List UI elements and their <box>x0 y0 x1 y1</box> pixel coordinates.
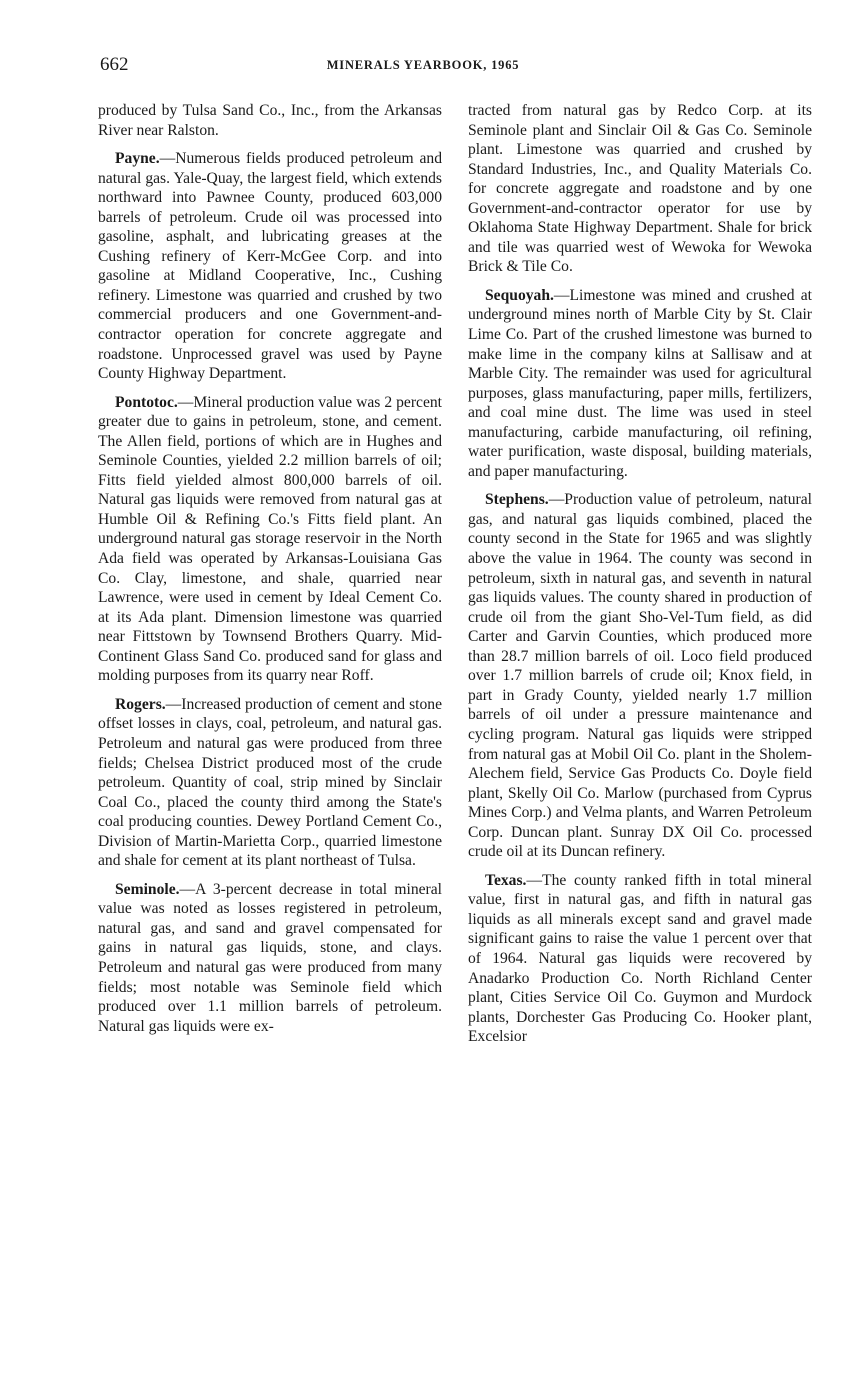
section-text-rogers: —Increased production of cement and stone offset losses in clays, coal, petroleum, and natural gas. Petroleum and natural gas were produced from three fields; Chelsea District produced most of the crude petroleum. Quantity of coal, strip mined by Sinclair Coal Co., placed the county third among the State's coal producing counties. Dewey Portland Cement Co., Division of Martin-Marietta Corp., quarried limestone and shale for cement at its plant northeast of Tulsa. <box>98 695 442 870</box>
section-pontotoc <box>98 393 442 686</box>
page-number: 662 <box>100 54 129 75</box>
left-column <box>98 101 442 1045</box>
section-seminole <box>98 880 442 1036</box>
section-heading-sequoyah: Sequoyah. <box>485 286 554 304</box>
running-title: MINERALS YEARBOOK, 1965 <box>326 58 520 72</box>
section-heading-stephens: Stephens. <box>485 491 549 509</box>
section-text-stephens: —Production value of petroleum, natural gas, and natural gas liquids combined, placed the county second in the State for 1965 and was slightly above the value in 1964. The county was second in petroleum, sixth in natural gas, and seventh in natural gas liquids values. The county shared in production of crude oil from the giant Sho-Vel-Tum field, as did Carter and Garvin Counties, which produced more than 28.7 million barrels of oil. Loco field produced over 1.7 million barrels of crude oil; Knox field, in part in Grady County, yielded nearly 1.7 million barrels of oil under a pressure maintenance and cycling program. Natural gas liquids were stripped from natural gas at Mobil Oil Co. plant in the Sholem-Alechem field, Service Gas Products Co. Doyle field plant, Skelly Oil Co. Marlow (purchased from Cyprus Mines Corp.) and Velma plants, and Warren Petroleum Corp. Duncan plant. Sunray DX Oil Co. processed crude oil at its Duncan refinery. <box>468 491 812 861</box>
section-rogers <box>98 695 442 871</box>
section-payne <box>98 149 442 384</box>
section-heading-payne: Payne. <box>115 150 160 168</box>
section-heading-pontotoc: Pontotoc. <box>115 393 178 411</box>
paragraph-continuation: produced by Tulsa Sand Co., Inc., from the Arkansas River near Ralston. <box>98 102 442 139</box>
section-stephens <box>468 490 812 861</box>
section-sequoyah <box>468 286 812 481</box>
section-text-payne: —Numerous fields produced petroleum and natural gas. Yale-Quay, the largest field, which extends northward into Pawnee County, produced 603,000 barrels of petroleum. Crude oil was processed into gasoline, asphalt, and lubricating greases at the Cushing refinery of Kerr-McGee Corp. and into gasoline at Midland Cooperative, Inc., Cushing refinery. Limestone was quarried and crushed by two commercial producers and one Government-and-contractor operation for concrete aggregate and roadstone. Unprocessed gravel was used by Payne County Highway Department. <box>98 150 442 383</box>
section-text-texas: —The county ranked fifth in total mineral value, first in natural gas, and fifth in natural gas liquids as all minerals except sand and gravel made significant gains to raise the value 1 percent over that of 1964. Natural gas liquids were recovered by Anadarko Production Co. North Richland Center plant, Cities Service Oil Co. Guymon and Murdock plants, Dorchester Gas Producing Co. Hooker plant, Excelsior <box>468 871 812 1046</box>
right-column <box>468 101 812 1056</box>
section-text-sequoyah: —Limestone was mined and crushed at underground mines north of Marble City by St. Clair Lime Co. Part of the crushed limestone was burned to make lime in the company kilns at Sallisaw and at Marble City. The remainder was used for agricultural purposes, glass manufacturing, paper mills, fertilizers, and coal mine dust. The lime was used in steel manufacturing, carbide manufacturing, oil refining, water purification, waste disposal, building materials, and paper manufacturing. <box>468 286 812 480</box>
section-heading-seminole: Seminole. <box>115 880 180 898</box>
paragraph-continuation-seminole: tracted from natural gas by Redco Corp. at its Seminole plant and Sinclair Oil & Gas Co. Seminole plant. Limestone was quarried and crushed by Standard Industries, Inc., and Quality Materials Co. for concrete aggregate and roadstone and by one Government-and-contractor operator for use by Oklahoma State Highway Department. Shale for brick and tile was quarried west of Wewoka for Wewoka Brick & Tile Co. <box>468 102 812 276</box>
section-heading-texas: Texas. <box>485 871 527 889</box>
section-heading-rogers: Rogers. <box>115 695 166 713</box>
section-text-seminole: —A 3-percent decrease in total mineral value was noted as losses registered in petroleum, natural gas, and sand and gravel compensated for gains in natural gas liquids, stone, and clays. Petroleum and natural gas were produced from many fields; most notable was Seminole field which produced over 1.1 million barrels of petroleum. Natural gas liquids were ex- <box>98 880 442 1035</box>
page-header <box>100 54 746 82</box>
section-texas <box>468 871 812 1047</box>
section-text-pontotoc: —Mineral production value was 2 percent greater due to gains in petroleum, stone, and cement. The Allen field, portions of which are in Hughes and Seminole Counties, yielded 2.2 million barrels of oil; Fitts field yielded almost 800,000 barrels of oil. Natural gas liquids were removed from natural gas at Humble Oil & Refining Co.'s Fitts field plant. An underground natural gas storage reservoir in the North Ada field was operated by Arkansas-Louisiana Gas Co. Clay, limestone, and shale, quarried near Lawrence, were used in cement by Ideal Cement Co. at its Ada plant. Dimension limestone was quarried near Fittstown by Townsend Brothers Quarry. Mid-Continent Glass Sand Co. produced sand for glass and molding purposes from its quarry near Roff. <box>98 393 442 685</box>
